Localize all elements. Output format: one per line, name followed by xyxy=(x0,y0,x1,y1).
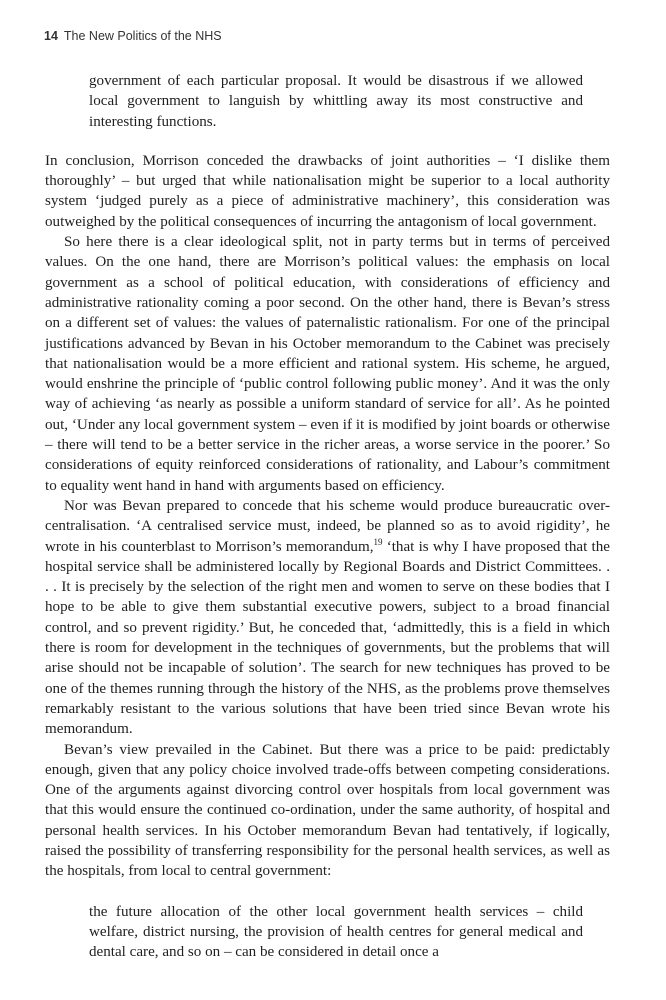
paragraph-centralisation xyxy=(45,496,610,740)
page-body xyxy=(45,71,610,962)
block-quote-top: government of each particular proposal. It would be disastrous if we allowed local government to languish by whittling away its most constructive and interesting functions. xyxy=(89,73,583,130)
paragraph-centralisation-part1: Nor was Bevan prepared to concede that his scheme would produce bureaucratic over-centralisation. ‘A centralised service must, indeed, be planned so as to avoid rigidity’, he wrote in his counterblast to Morrison’s memorandum, xyxy=(45,497,610,555)
paragraph-conclusion: In conclusion, Morrison conceded the drawbacks of joint authorities – ‘I dislike them thoroughly’ – but urged that while nationalisation might be superior to a local authority system ‘judged purely as a piece of administrative machinery’, this consideration was outweighed by the political consequences of incurring the antagonism of local government. xyxy=(45,152,610,230)
block-quote-bottom: the future allocation of the other local government health services – child welfare, district nursing, the provision of health centres for general medical and dental care, and so on – can be considered in detail once a xyxy=(89,903,583,961)
page-number: 14 xyxy=(44,29,58,43)
running-header xyxy=(44,29,222,43)
paragraph-bevan-prevailed: Bevan’s view prevailed in the Cabinet. But there was a price to be paid: predictably enough, given that any policy choice involved trade-offs between competing considerations. One of the arguments against divorcing control over hospitals from local government was that this would ensure the continued co-ordination, under the same authority, of hospital and personal health services. In his October memorandum Bevan had tentatively, if logically, raised the possibility of transferring responsibility for the personal health services, as well as the hospitals, from local to central government: xyxy=(45,741,610,880)
running-title: The New Politics of the NHS xyxy=(63,29,222,43)
footnote-ref-19: 19 xyxy=(373,536,383,547)
paragraph-ideological-split: So here there is a clear ideological split, not in party terms but in terms of perceived values. On the one hand, there are Morrison’s political values: the emphasis on local government as a school of political education, with considerations of efficiency and administrative rationality coming a poor second. On the other hand, there is Bevan’s stress on a different set of values: the values of paternalistic rationalism. For one of the principal justifications advanced by Bevan in his October memorandum to the Cabinet was precisely that nationalisation would be a more efficient and rational system. His scheme, he argued, would enshrine the principle of ‘public control following public money’. And it was the only way of achieving ‘as nearly as possible a uniform standard of service for all’. As he pointed out, ‘Under any local government system – even if it is modified by joint boards or otherwise – there will tend to be a better service in the richer areas, a worse service in the poorer.’ So considerations of equity reinforced considerations of rationality, and Labour’s commitment to equality went hand in hand with arguments based on efficiency. xyxy=(45,234,610,494)
paragraph-centralisation-part2: ‘that is why I have proposed that the hospital service shall be administered locally by Regional Boards and District Committees. . . . It is precisely by the selection of the right men and women to serve on these bodies that I hope to be able to give them substantial executive powers, subject to a broad financial control, and so prevent rigidity.’ But, he conceded that, ‘admittedly, this is a field in which there is room for development in the techniques of governments, but the problems that will arise should not be incapable of solution’. The search for new techniques has proved to be one of the themes running through the history of the NHS, as the problems prove themselves remarkably resistant to the various solutions that have been tried since Bevan wrote his memorandum. xyxy=(45,538,610,738)
